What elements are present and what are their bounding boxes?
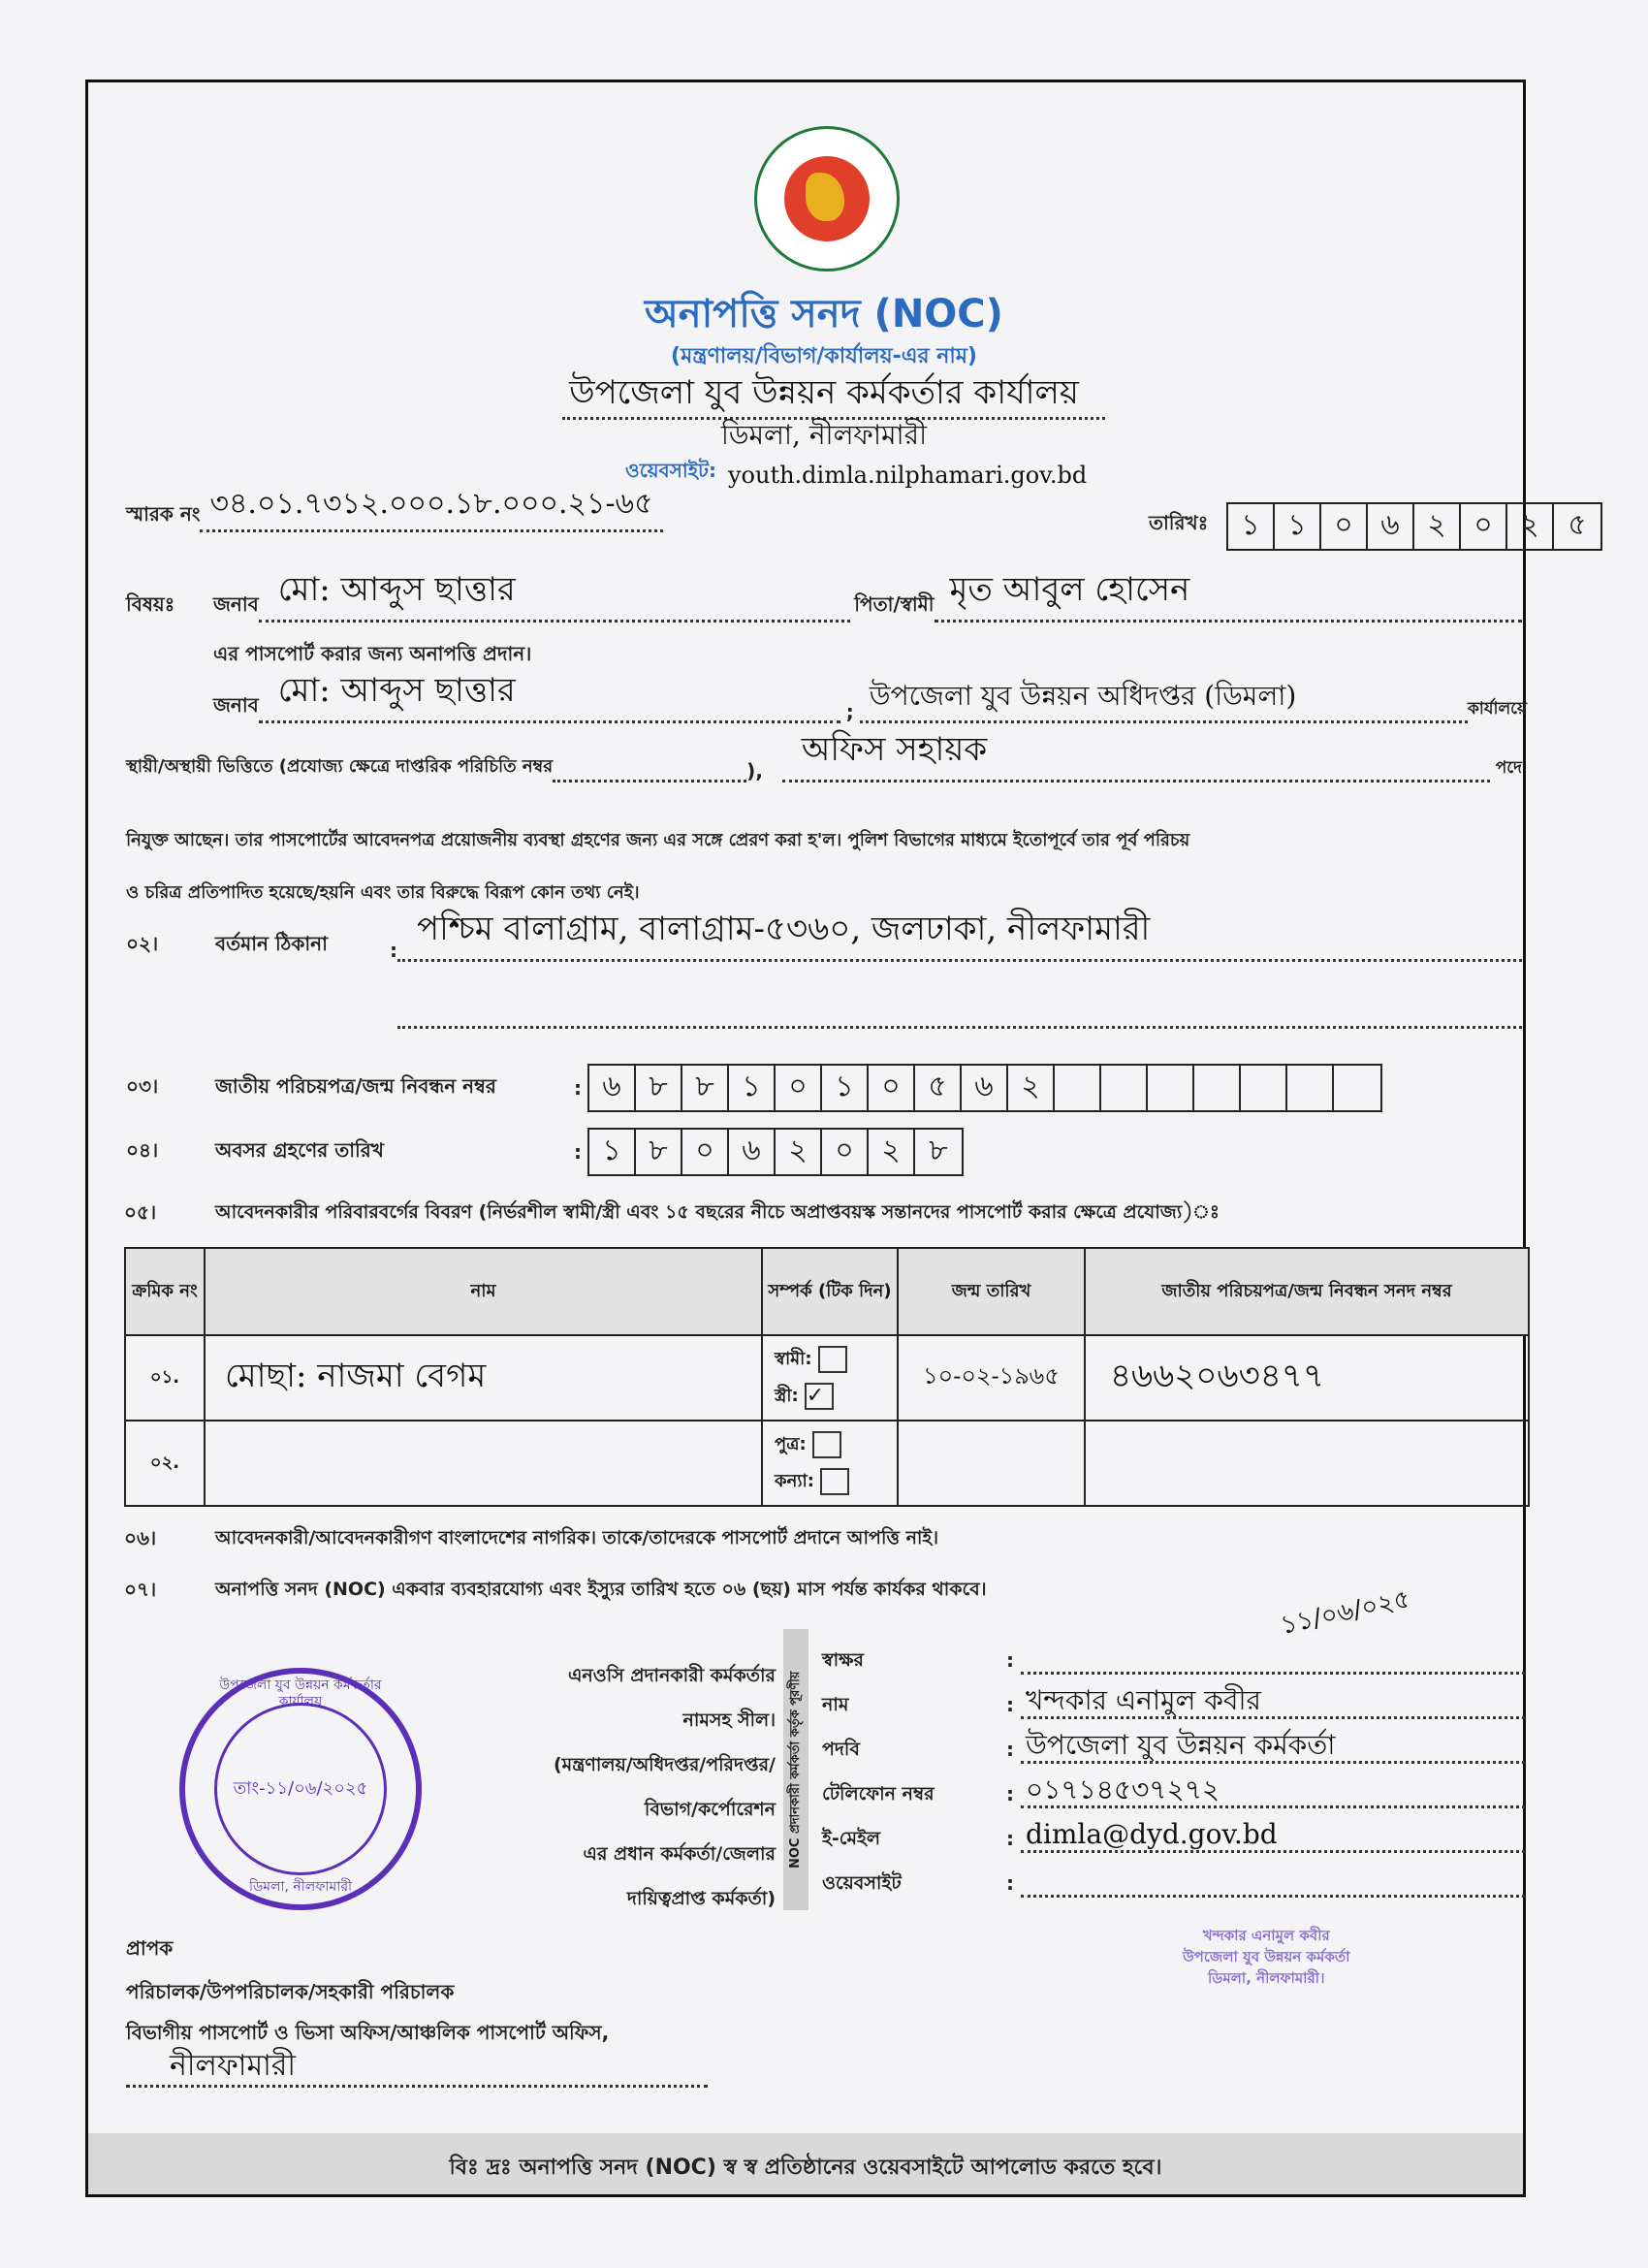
seal-line: খন্দকার এনামুল কবীর — [1202, 1927, 1330, 1944]
paragraph-1: নিযুক্ত আছেন। তার পাসপোর্টের আবেদনপত্র প্রয়োজনীয় ব্যবস্থা গ্রহণের জন্য এর সঙ্গে প্রেরণ করা হ'ল। পুলিশ বিভাগের মাধ্যমে ইতোপূর্বে তার পূর্ব পরিচয় — [126, 830, 1190, 850]
recipient-city-line — [126, 2085, 708, 2088]
checkbox-wife[interactable]: ✓ — [805, 1383, 834, 1410]
digit-box: ১ — [729, 1066, 776, 1110]
family-table — [124, 1247, 1530, 1507]
paragraph-2: ও চরিত্র প্রতিপাদিত হয়েছে/হয়নি এবং তার বিরুদ্ধে বিরূপ কোন তথ্য নেই। — [126, 882, 640, 903]
website-value: youth.dimla.nilphamari.gov.bd — [727, 462, 1088, 489]
basis-text: স্থায়ী/অস্থায়ী ভিত্তিতে (প্রযোজ্য ক্ষেত্রে দাপ্তরিক পরিচিতি নম্বর — [126, 756, 554, 777]
recipient-city: নীলফামারী — [170, 2049, 296, 2083]
nid-boxes — [587, 1064, 1382, 1112]
field-line — [1021, 1895, 1525, 1898]
digit-box: ৬ — [589, 1066, 636, 1110]
address-label: বর্তমান ঠিকানা — [215, 932, 328, 955]
digit-box: ৮ — [636, 1130, 682, 1174]
field-label: নাম — [822, 1694, 849, 1715]
checkbox-son[interactable] — [812, 1431, 841, 1458]
basis-row — [126, 730, 1522, 783]
field-line — [1021, 1805, 1525, 1808]
date-boxes — [1226, 502, 1602, 551]
office-name: উপজেলা যুব উন্নয়ন কর্মকর্তার কার্যালয় — [569, 373, 1079, 412]
colon: : — [1006, 1827, 1014, 1850]
office-round-stamp — [179, 1668, 422, 1910]
colon: : — [1006, 1648, 1014, 1672]
memo-number: ৩৪.০১.৭৩১২.০০০.১৮.০০০.২১-৬৫ — [200, 480, 662, 532]
digit-box: ২ — [776, 1130, 822, 1174]
row-dob: ১০-০২-১৯৬৫ — [898, 1335, 1085, 1421]
col-relation: সম্পর্ক (টিক দিন) — [762, 1248, 898, 1335]
digit-box: ০ — [682, 1130, 729, 1174]
website-label: ওয়েবসাইট: — [625, 459, 716, 482]
digit-box — [1287, 1066, 1334, 1110]
nid-label: জাতীয় পরিচয়পত্র/জন্ম নিবন্ধন নম্বর — [215, 1073, 496, 1098]
field-label: টেলিফোন নম্বর — [822, 1783, 935, 1805]
address-row — [126, 911, 1522, 962]
item-number-06: ০৬। — [124, 1526, 157, 1549]
government-emblem — [754, 126, 900, 272]
field-line — [1021, 1672, 1525, 1675]
officer-desc-line: বিভাগ/কর্পোরেশন — [644, 1799, 776, 1820]
officer-field-row — [822, 1639, 1525, 1683]
memo-label: স্মারক নং — [126, 502, 201, 526]
col-dob: জন্ম তারিখ — [898, 1248, 1085, 1335]
colon: : — [390, 939, 397, 962]
father-label: পিতা/স্বামী — [854, 592, 935, 616]
officer-desc-line: দায়িত্বপ্রাপ্ত কর্মকর্তা) — [626, 1888, 776, 1909]
digit-box: ৮ — [636, 1066, 682, 1110]
father-name: মৃত আবুল হোসেন — [935, 564, 1523, 623]
digit-box: ৬ — [1368, 504, 1414, 549]
field-line — [1021, 1761, 1525, 1764]
colon: : — [1006, 1871, 1014, 1895]
office-suffix: কার্যালয়ে — [1467, 699, 1527, 719]
janab-label-2: জনাব — [213, 693, 259, 717]
address-line-2 — [397, 1026, 1522, 1029]
field-label: ওয়েবসাইট — [822, 1872, 902, 1894]
nid-row: ০৩। জাতীয় পরিচয়পত্র/জন্ম নিবন্ধন নম্বর : ৬ ৮ ৮ ১ ০ ১ ০ ৫ ৬ ২ — [126, 1064, 1382, 1112]
stamp-text: উপজেলা যুব উন্নয়ন কর্মকর্তার কার্যালয় — [219, 1677, 382, 1709]
relation-label: পুত্র: — [775, 1434, 807, 1454]
date-label: তারিখঃ — [1149, 511, 1209, 534]
relation-label: স্ত্রী: — [775, 1386, 799, 1406]
field-label: স্বাক্ষর — [822, 1649, 864, 1671]
digit-box: ০ — [1461, 504, 1507, 549]
officer-desc-line: (মন্ত্রণালয়/অধিদপ্তর/পরিদপ্তর/ — [553, 1754, 776, 1775]
field-label: ই-মেইল — [822, 1828, 881, 1849]
relation-label: কন্যা: — [775, 1471, 814, 1491]
family-label: আবেদনকারীর পরিবারবর্গের বিবরণ (নির্ভরশীল স্বামী/স্ত্রী এবং ১৫ বছরের নীচে অপ্রাপ্তবয়স্ক সন্তানদের পাসপোর্ট করার ক্ষেত্রে প্রযোজ্য)ঃ — [215, 1201, 1220, 1223]
digit-box: ২ — [1008, 1066, 1055, 1110]
col-name: নাম — [205, 1248, 762, 1335]
item-number-02: ০২। — [126, 932, 159, 955]
seal-line: উপজেলা যুব উন্নয়ন কর্মকর্তা — [1183, 1948, 1350, 1965]
digit-box — [1334, 1066, 1380, 1110]
digit-box: ০ — [776, 1066, 822, 1110]
post-suffix: পদে — [1495, 758, 1522, 778]
retire-row: ০৪। অবসর গ্রহণের তারিখ : ১ ৮ ০ ৬ ২ ০ ২ ৮ — [126, 1128, 964, 1176]
officer-seal — [1183, 1925, 1349, 1989]
id-line — [553, 780, 746, 783]
table-row — [125, 1421, 1529, 1506]
item-number-03: ০৩। — [126, 1073, 159, 1098]
digit-box: ৬ — [729, 1130, 776, 1174]
validity-statement: অনাপত্তি সনদ (NOC) একবার ব্যবহারযোগ্য এবং ইস্যুর তারিখ হতে ০৬ (ছয়) মাস পর্যন্ত কার্যকর থাকবে। — [215, 1579, 987, 1600]
address-value: পশ্চিম বালাগ্রাম, বালাগ্রাম-৫৩৬০, জলঢাকা, নীলফামারী — [397, 904, 1522, 962]
item-number-04: ০৪। — [126, 1137, 159, 1162]
checkbox-daughter[interactable] — [820, 1468, 849, 1495]
row-dob — [898, 1421, 1085, 1506]
colon: : — [1006, 1738, 1014, 1761]
office-location: ডিমলা, নীলফামারী — [720, 419, 928, 451]
checkbox-husband[interactable] — [818, 1346, 847, 1373]
digit-box: ১ — [1228, 504, 1275, 549]
field-value: খন্দকার এনামুল কবীর — [1026, 1684, 1261, 1716]
field-line — [1021, 1716, 1525, 1719]
digit-box: ২ — [1507, 504, 1554, 549]
officer-description — [436, 1653, 776, 1921]
subject-label: বিষয়ঃ — [126, 592, 175, 616]
field-value: উপজেলা যুব উন্নয়ন কর্মকর্তা — [1026, 1729, 1336, 1761]
digit-box: ১ — [1275, 504, 1321, 549]
noc-vertical-label: NOC প্রদানকারী কর্মকর্তা কর্তৃক পূরণীয় — [783, 1629, 808, 1910]
row-name: মোছা: নাজমা বেগম — [205, 1335, 762, 1421]
row-serial: ০২. — [125, 1421, 205, 1506]
row-name — [205, 1421, 762, 1506]
signature-date: ১১/০৬/০২৫ — [1278, 1584, 1413, 1641]
stamp-date: তাং-১১/০৬/২০২৫ — [233, 1778, 368, 1799]
officer-field-row — [822, 1862, 1525, 1906]
digit-box: ০ — [822, 1130, 869, 1174]
footer-note: বিঃ দ্রঃ অনাপত্তি সনদ (NOC) স্ব স্ব প্রতিষ্ঠানের ওয়েবসাইটে আপলোড করতে হবে। — [449, 2156, 1162, 2180]
col-nid: জাতীয় পরিচয়পত্র/জন্ম নিবন্ধন সনদ নম্বর — [1085, 1248, 1529, 1335]
seal-line: ডিমলা, নীলফামারী। — [1208, 1969, 1325, 1987]
janab-label: জনাব — [213, 592, 259, 616]
employee-row: জনাব মো: আব্দুস ছাত্তার ; উপজেলা যুব উন্নয়ন অধিদপ্তর (ডিমলা) কার্যালয়ে — [213, 673, 1527, 723]
digit-box: ৮ — [682, 1066, 729, 1110]
digit-box: ৫ — [915, 1066, 962, 1110]
digit-box: ৫ — [1568, 508, 1587, 542]
digit-box: ১ — [589, 1130, 636, 1174]
digit-box: ৬ — [962, 1066, 1008, 1110]
digit-box: ৮ — [929, 1134, 948, 1167]
col-serial: ক্রমিক নং — [125, 1248, 205, 1335]
digit-box: ২ — [869, 1130, 915, 1174]
applicant-name: মো: আব্দুস ছাত্তার — [259, 564, 851, 623]
ministry-subtitle: (মন্ত্রণালয়/বিভাগ/কার্যালয়-এর নাম) — [671, 344, 977, 368]
row-nid — [1085, 1421, 1529, 1506]
subject-row — [126, 572, 1522, 623]
digit-box — [1241, 1066, 1287, 1110]
employee-name: মো: আব্দুস ছাত্তার — [259, 665, 840, 723]
post-value: অফিস সহায়ক — [782, 724, 1490, 783]
field-line — [1021, 1850, 1525, 1853]
document-title: অনাপত্তি সনদ (NOC) — [645, 292, 1003, 336]
digit-box: ০ — [1321, 504, 1368, 549]
officer-desc-line: এর প্রধান কর্মকর্তা/জেলার — [583, 1843, 776, 1865]
officer-field-row — [822, 1683, 1525, 1728]
stamp-text: ডিমলা, নীলফামারী — [248, 1879, 353, 1895]
memo-row — [126, 487, 669, 532]
field-value: dimla@dyd.gov.bd — [1026, 1818, 1278, 1850]
digit-box: ০ — [869, 1066, 915, 1110]
relation-label: স্বামী: — [775, 1349, 812, 1369]
item-number-05: ০৫। — [124, 1200, 157, 1224]
field-value: ০১৭১৪৫৩৭২৭২ — [1026, 1773, 1220, 1805]
citizen-statement: আবেদনকারী/আবেদনকারীগণ বাংলাদেশের নাগরিক। তাকে/তাদেরকে পাসপোর্ট প্রদানে আপত্তি নাই। — [215, 1527, 939, 1549]
digit-box — [1148, 1066, 1194, 1110]
digit-box: ২ — [1414, 504, 1461, 549]
colon: : — [1006, 1782, 1014, 1805]
recipient-line2: বিভাগীয় পাসপোর্ট ও ভিসা অফিস/আঞ্চলিক পাসপোর্ট অফিস, — [126, 2021, 610, 2044]
digit-box — [1101, 1066, 1148, 1110]
digit-box — [1055, 1066, 1101, 1110]
row-serial: ০১. — [125, 1335, 205, 1421]
recipient-line1: পরিচালক/উপপরিচালক/সহকারী পরিচালক — [126, 1980, 455, 2003]
recipient-label: প্রাপক — [126, 1936, 174, 1960]
row-nid: ৪৬৬২০৬৩৪৭৭ — [1085, 1335, 1529, 1421]
officer-field-row — [822, 1773, 1525, 1817]
retire-label: অবসর গ্রহণের তারিখ — [215, 1137, 384, 1162]
retire-date-boxes — [587, 1128, 964, 1176]
item-number-07: ০৭। — [124, 1578, 157, 1601]
subject-line2: এর পাসপোর্ট করার জন্য অনাপত্তি প্রদান। — [213, 642, 532, 665]
officer-fields — [822, 1639, 1525, 1906]
digit-box: ১ — [822, 1066, 869, 1110]
basis-end: ), — [746, 759, 763, 783]
website-row — [625, 456, 1087, 489]
employee-office: উপজেলা যুব উন্নয়ন অধিদপ্তর (ডিমলা) — [860, 675, 1468, 723]
colon: : — [1006, 1693, 1014, 1716]
family-section — [124, 1198, 1530, 1608]
field-label: পদবি — [822, 1739, 860, 1760]
table-row — [125, 1335, 1529, 1421]
digit-box — [1194, 1066, 1241, 1110]
officer-field-row — [822, 1728, 1525, 1773]
officer-field-row — [822, 1817, 1525, 1862]
officer-desc-line: নামসহ সীল। — [682, 1709, 776, 1731]
officer-desc-line: এনওসি প্রদানকারী কর্মকর্তার — [567, 1665, 776, 1686]
